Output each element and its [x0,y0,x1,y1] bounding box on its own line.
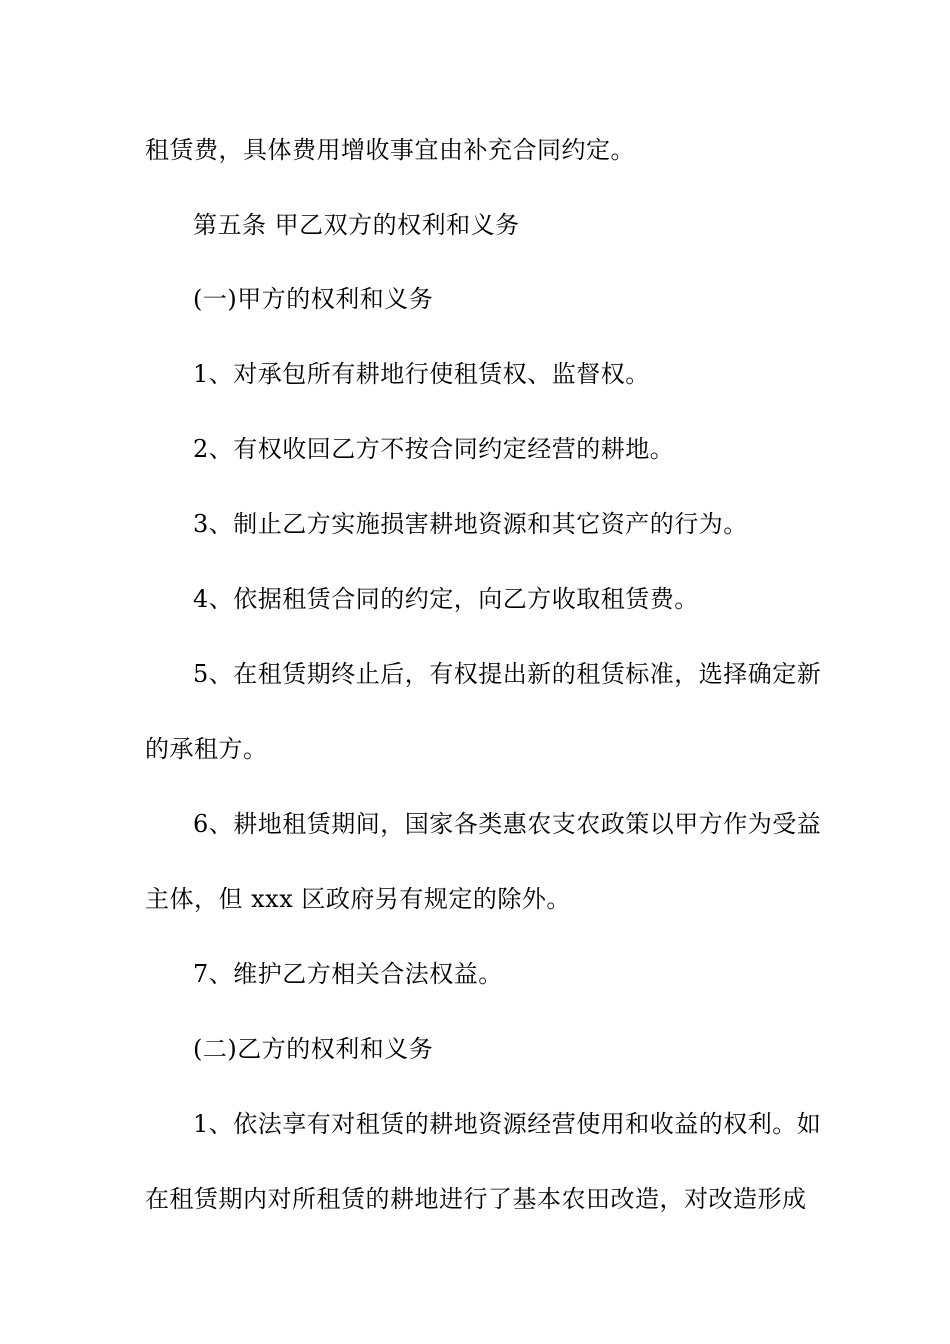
article-five-heading: 第五条 甲乙双方的权利和义务 [193,211,520,239]
party-b-item-1: 1、依法享有对租赁的耕地资源经营使用和收益的权利。如 [193,1110,822,1138]
section-party-a-heading: (一)甲方的权利和义务 [193,285,434,313]
party-a-item-5: 5、在租赁期终止后，有权提出新的租赁标准，选择确定新 [193,660,822,688]
party-a-item-7: 7、维护乙方相关合法权益。 [193,960,503,988]
party-b-item-1-continuation: 在租赁期内对所租赁的耕地进行了基本农田改造，对改造形成 [145,1185,807,1213]
party-a-item-2: 2、有权收回乙方不按合同约定经营的耕地。 [193,435,675,463]
party-a-item-6-continuation: 主体，但 xxx 区政府另有规定的除外。 [145,885,571,913]
party-a-item-1: 1、对承包所有耕地行使租赁权、监督权。 [193,360,650,388]
section-party-b-heading: (二)乙方的权利和义务 [193,1035,434,1063]
party-a-item-6: 6、耕地租赁期间，国家各类惠农支农政策以甲方作为受益 [193,810,822,838]
party-a-item-5-continuation: 的承租方。 [145,735,268,763]
text-line-lease-fee-continuation: 租赁费，具体费用增收事宜由补充合同约定。 [145,136,635,164]
party-a-item-3: 3、制止乙方实施损害耕地资源和其它资产的行为。 [193,510,748,538]
party-a-item-4: 4、依据租赁合同的约定，向乙方收取租赁费。 [193,585,699,613]
